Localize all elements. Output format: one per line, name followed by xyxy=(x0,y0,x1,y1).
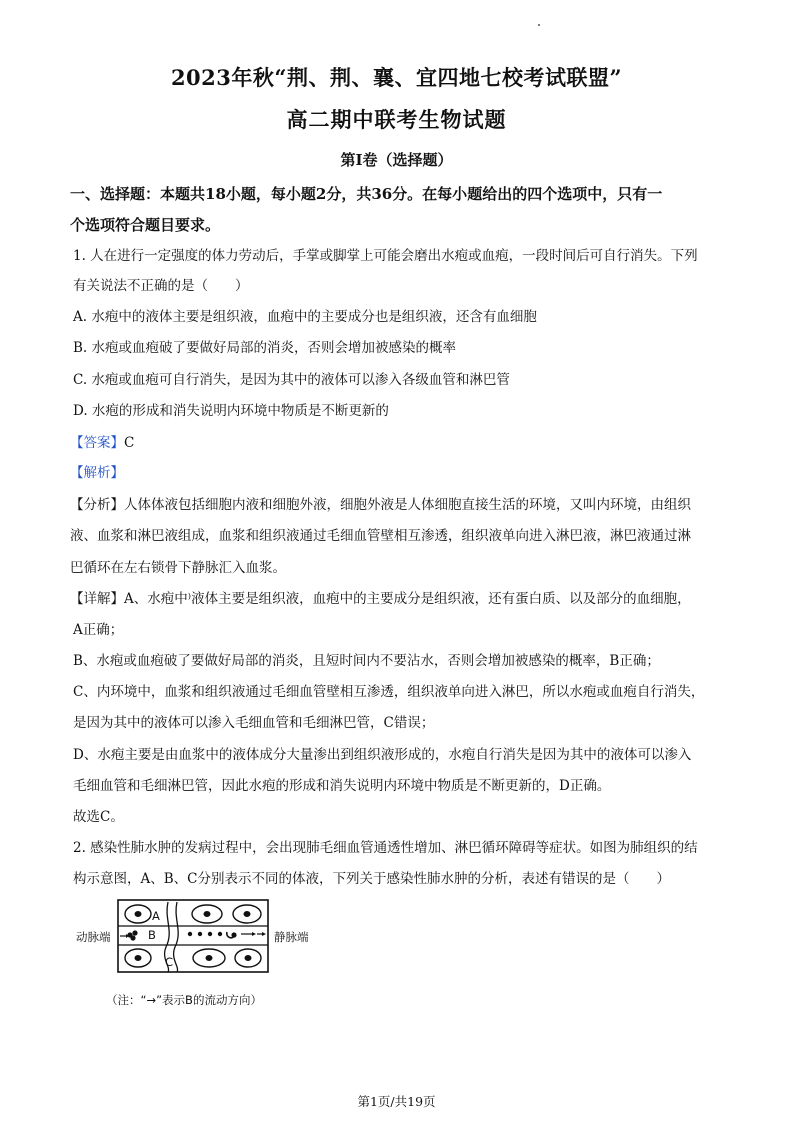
cell-nucleus xyxy=(135,911,142,917)
xiangjie-line-7: 毛细血管和毛细淋巴管，因此水疱的形成和消失说明内环境中物质是不断更新的，D正确。 xyxy=(73,778,611,794)
q2-stem-line-2: 构示意图，A、B、C分别表示不同的体液，下列关于感染性肺水肿的分析，表述有错误的是（ ） xyxy=(73,871,670,887)
xiangjie-label: 【详解】 xyxy=(70,591,124,607)
q2-stem-line-1: 2. 感染性肺水肿的发病过程中，会出现肺毛细血管通透性增加、淋巴循环障碍等症状。如图为肺组织的结 xyxy=(73,840,698,856)
cell-nucleus xyxy=(244,911,251,917)
xiangjie-line-6: D、水疱主要是由血浆中的液体成分大量渗出到组织液形成的，水疱自行消失是因为其中的液体可以渗入 xyxy=(73,747,692,763)
page-number: 第1页/共19页 xyxy=(357,1094,436,1109)
figure-note: （注：“→”表示B的流动方向） xyxy=(106,993,262,1007)
q1-option-b: B. 水疱或血疱破了要做好局部的消炎，否则会增加被感染的概率 xyxy=(73,340,457,356)
cell-nucleus xyxy=(135,955,142,961)
analysis-tag: 【解析】 xyxy=(70,465,124,481)
fluid-c-label: C xyxy=(165,955,174,969)
answer-tag: 【答案】 xyxy=(70,435,124,451)
fenxi-line-1 xyxy=(70,493,691,513)
xiangjie-text-1: A、水疱中⁾液体主要是组织液，血疱中的主要成分是组织液，还有蛋白质、以及部分的血细胞， xyxy=(124,591,691,607)
xiangjie-line-3: B、水疱或血疱破了要做好局部的消炎，且短时间内不要沾水，否则会增加被感染的概率，B正确； xyxy=(73,653,660,669)
blood-cell xyxy=(198,932,202,936)
q1-option-c: C. 水疱或血疱可自行消失，是因为其中的液体可以渗入各级血管和淋巴管 xyxy=(73,372,510,388)
blood-cell xyxy=(231,932,236,937)
answer-value: C xyxy=(124,435,135,451)
q1-option-d: D. 水疱的形成和消失说明内环境中物质是不断更新的 xyxy=(73,403,389,419)
instructions-line-2: 个选项符合题目要求。 xyxy=(70,216,221,234)
exam-subtitle: 高二期中联考生物试题 xyxy=(286,107,507,132)
q1-stem-line-2: 有关说法不正确的是（ ） xyxy=(73,278,249,294)
flow-arrow-head xyxy=(252,932,256,936)
q1-stem-line-1: 1. 人在进行一定强度的体力劳动后，手掌或脚掌上可能会磨出水疱或血疱，一段时间后可自行消失。下列 xyxy=(73,248,698,264)
blood-cell xyxy=(208,932,212,936)
xiangjie-line-1 xyxy=(70,587,691,607)
fenxi-line-2: 液、血浆和淋巴液组成，血浆和组织液通过毛细血管壁相互渗透，组织液单向进入淋巴液，淋巴液通过淋 xyxy=(70,528,691,544)
lymph-vessel-right xyxy=(174,902,179,972)
q1-option-a: A. 水疱中的液体主要是组织液，血疱中的主要成分也是组织液，还含有血细胞 xyxy=(73,309,537,325)
xiangjie-line-5: 是因为其中的液体可以渗入毛细血管和毛细淋巴管，C错误； xyxy=(73,715,435,731)
xiangjie-line-2: A正确； xyxy=(73,622,124,638)
blood-cell xyxy=(130,935,135,940)
fenxi-label: 【分析】 xyxy=(70,497,124,513)
arterial-end-label: 动脉端 xyxy=(76,930,111,944)
fluid-b-label: B xyxy=(148,928,156,942)
decorative-dot xyxy=(538,24,540,26)
section-heading: 第I卷（选择题） xyxy=(340,151,453,169)
q1-conclusion: 故选C。 xyxy=(73,809,124,825)
q1-answer xyxy=(70,431,134,451)
lung-tissue-diagram xyxy=(76,897,346,977)
blood-cell xyxy=(188,932,192,936)
venous-end-label: 静脉端 xyxy=(274,930,309,944)
flow-arrow-head xyxy=(262,932,266,936)
blood-cell xyxy=(218,932,222,936)
cell-nucleus xyxy=(204,911,211,917)
blood-cell xyxy=(132,930,137,935)
fenxi-text-1: 人体体液包括细胞内液和细胞外液，细胞外液是人体细胞直接生活的环境，又叫内环境，由组织 xyxy=(124,497,691,513)
fluid-a-label: A xyxy=(152,909,160,923)
instructions-line-1: 一、选择题：本题共18小题，每小题2分，共36分。在每小题给出的四个选项中，只有一 xyxy=(70,185,663,203)
cell-nucleus xyxy=(206,955,213,961)
exam-title: 2023年秋“荆、荆、襄、宜四地七校考试联盟” xyxy=(170,65,623,90)
cell-nucleus xyxy=(245,955,252,961)
fenxi-line-3: 巴循环在左右锁骨下静脉汇入血浆。 xyxy=(70,560,286,576)
xiangjie-line-4: C、内环境中，血浆和组织液通过毛细血管壁相互渗透，组织液单向进入淋巴，所以水疱或血疱自行消失， xyxy=(73,684,705,700)
